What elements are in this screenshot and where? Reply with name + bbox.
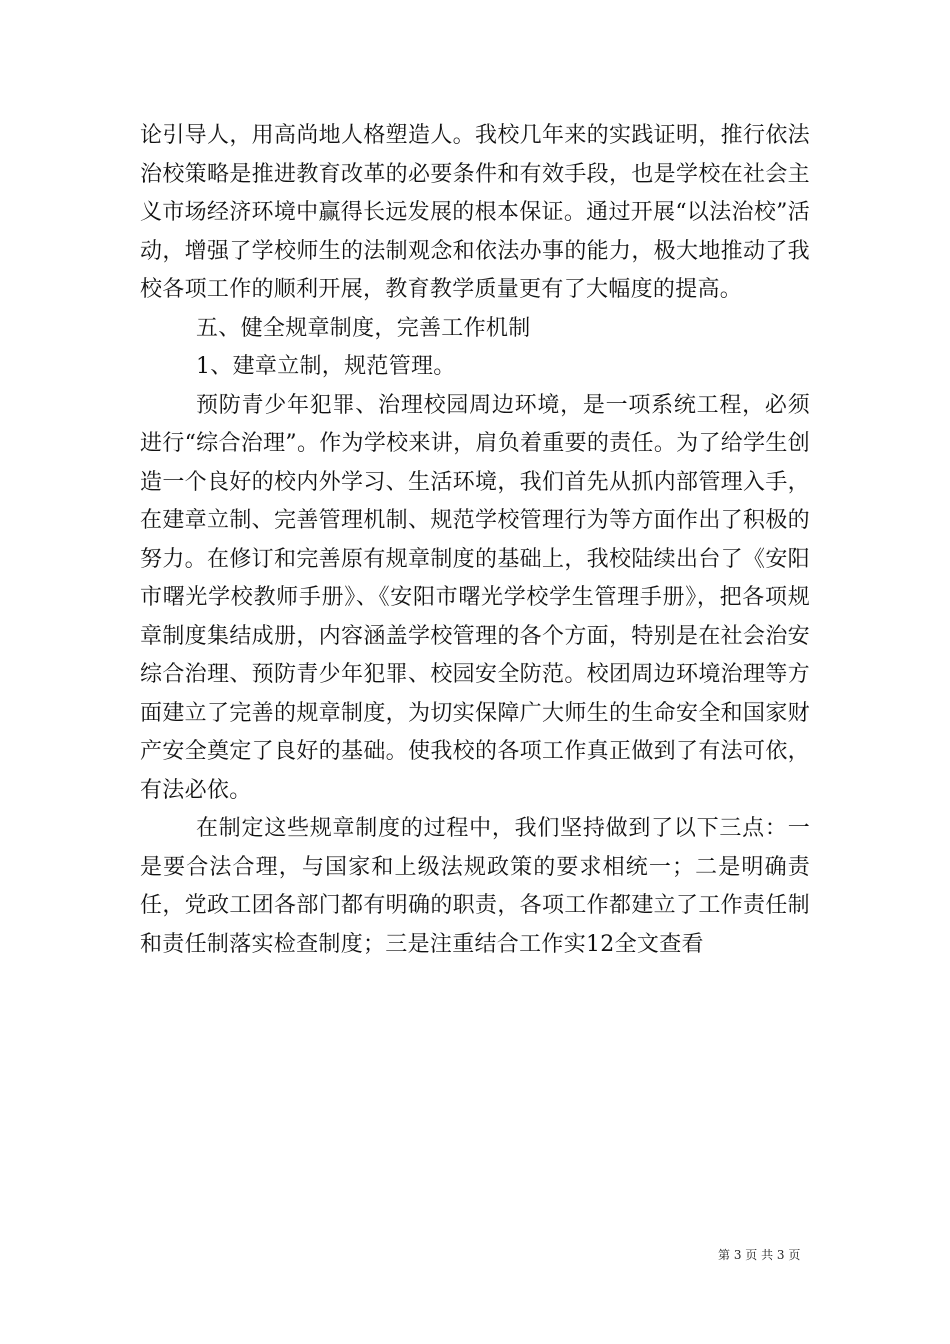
document-body	[140, 117, 810, 964]
paragraph-body-truncated: 在制定这些规章制度的过程中，我们坚持做到了以下三点：一是要合法合理，与国家和上级法规政策的要求相统一；二是明确责任，党政工团各部门都有明确的职责，各项工作都建立了工作责任制和责任制落实检查制度；三是注重结合工作实12全文查看	[140, 816, 810, 957]
section-heading: 五、健全规章制度，完善工作机制	[196, 315, 531, 341]
page-number-footer: 第 3 页 共 3 页	[718, 1248, 801, 1262]
paragraph-body: 预防青少年犯罪、治理校园周边环境，是一项系统工程，必须进行“综合治理”。作为学校来讲，肩负着重要的责任。为了给学生创造一个良好的校内外学习、生活环境，我们首先从抓内部管理入手，在建章立制、完善管理机制、规范学校管理行为等方面作出了积极的努力。在修订和完善原有规章制度的基础上，我校陆续出台了《安阳市曙光学校教师手册》、《安阳市曙光学校学生管理手册》，把各项规章制度集结成册，内容涵盖学校管理的各个方面，特别是在社会治安综合治理、预防青少年犯罪、校园安全防范。校团周边环境治理等方面建立了完善的规章制度，为切实保障广大师生的生命安全和国家财产安全奠定了良好的基础。使我校的各项工作真正做到了有法可依，有法必依。	[140, 392, 810, 803]
paragraph-continuation: 论引导人，用高尚地人格塑造人。我校几年来的实践证明，推行依法治校策略是推进教育改革的必要条件和有效手段，也是学校在社会主义市场经济环境中赢得长远发展的根本保证。通过开展“以法治校”活动，增强了学校师生的法制观念和依法办事的能力，极大地推动了我校各项工作的顺利开展，教育教学质量更有了大幅度的提高。	[140, 123, 810, 302]
subsection-heading: 1、建章立制，规范管理。	[196, 354, 456, 379]
